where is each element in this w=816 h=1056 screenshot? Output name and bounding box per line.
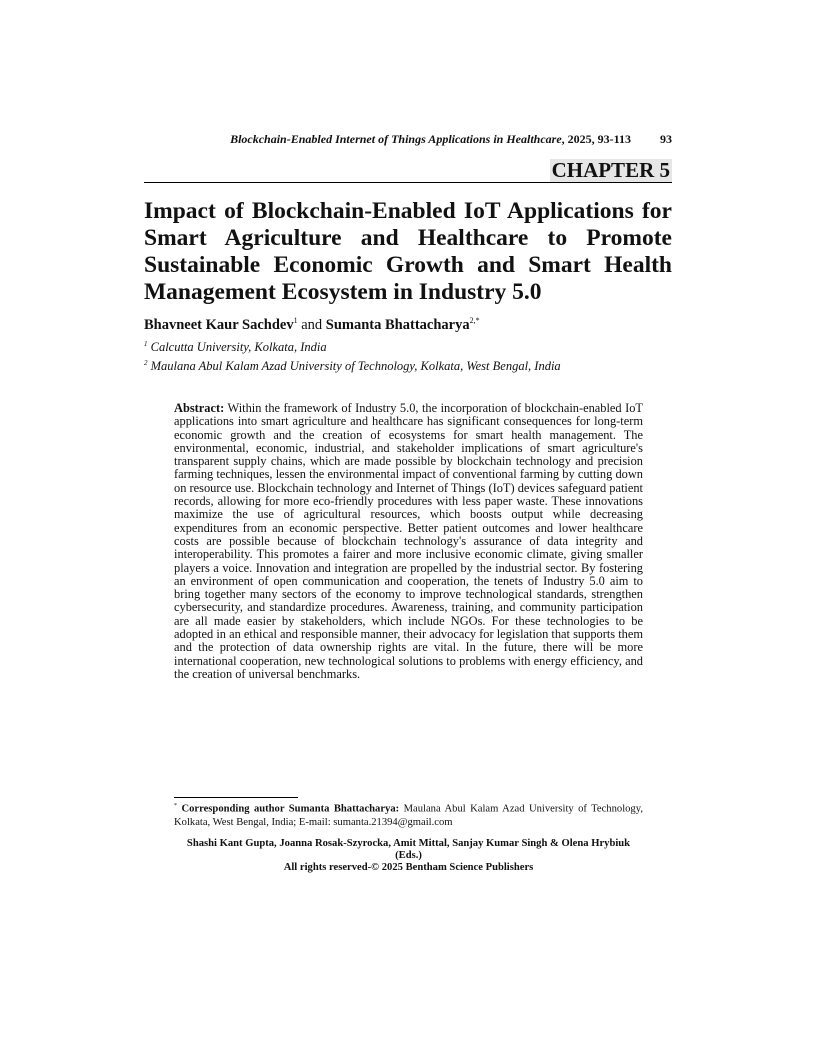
- author-list: [144, 316, 672, 334]
- running-header: [144, 132, 672, 148]
- author-affiliation-mark: 1: [293, 316, 298, 325]
- footnote-mark: *: [174, 803, 177, 809]
- affiliation-mark: 1: [144, 340, 148, 348]
- editors-suffix: (Eds.): [395, 850, 422, 861]
- editors-block: [174, 838, 643, 874]
- copyright-notice: All rights reserved-© 2025 Bentham Science Publishers: [283, 862, 534, 873]
- affiliation: [144, 359, 561, 374]
- chapter-label: CHAPTER 5: [551, 158, 670, 182]
- footnote-label: Corresponding author Sumanta Bhattacharya:: [181, 803, 400, 815]
- footnote-divider: [174, 797, 298, 798]
- journal-year-pages: , 2025, 93-113: [561, 132, 631, 146]
- footnote-text: Maulana Abul Kalam Azad University of Technology, Kolkata, West Bengal, India; E-mail: sumanta.21394@gmail.com: [174, 803, 643, 828]
- affiliation-text: Maulana Abul Kalam Azad University of Technology, Kolkata, West Bengal, India: [150, 359, 561, 374]
- affiliation: [144, 340, 327, 355]
- page-number: 93: [660, 132, 672, 146]
- affiliation-text: Calcutta University, Kolkata, India: [150, 340, 327, 355]
- author-affiliation-mark: 2,*: [469, 316, 480, 325]
- abstract-label: Abstract:: [174, 401, 225, 415]
- paper-title: Impact of Blockchain-Enabled IoT Applications for Smart Agriculture and Healthcare to Promote Sustainable Economic Growth and Smart Health Management Ecosystem in Industry 5.0: [144, 198, 672, 305]
- affiliation-mark: 2: [144, 359, 148, 367]
- header-divider: [144, 182, 672, 183]
- journal-citation: [230, 132, 631, 147]
- editor-names: Shashi Kant Gupta, Joanna Rosak-Szyrocka, Amit Mittal, Sanjay Kumar Singh & Olena Hrybiuk: [186, 838, 631, 849]
- author-name: Sumanta Bhattacharya: [325, 316, 470, 333]
- author-joiner: and: [297, 316, 326, 333]
- abstract-text: Within the framework of Industry 5.0, the incorporation of blockchain-enabled IoT applications into smart agriculture and healthcare has significant consequences for long-term economic growth and the creation of ecosystems for smart health management. The environmental, economic, industrial, and stakeholder implications of smart agriculture's transparent supply chains, which are made possible by blockchain technology and precision farming techniques, lessen the environmental impact of conventional farming by cutting down on resource use. Blockchain technology and Internet of Things (IoT) devices safeguard patient records, allowing for more eco-friendly procedures with less paper waste. These innovations maximize the use of agricultural resources, which boosts output while decreasing expenditures from an economic perspective. Better patient outcomes and lower healthcare costs are possible because of blockchain technology's assurance of data integrity and interoperability. This promotes a fairer and more inclusive economic climate, giving smaller players a voice. Innovation and integration are propelled by the industrial sector. By fostering an environment of open communication and cooperation, the tenets of Industry 5.0 aim to bring together many sectors of the economy to improve technological standards, strengthen cybersecurity, and standardize procedures. Awareness, training, and community participation are all made easier by stakeholders, which include NGOs. For these technologies to be adopted in an ethical and responsible manner, their advocacy for legislation that supports them and the protection of data ownership rights are vital. In the future, there will be more international cooperation, new technological solutions to problems with energy efficiency, and the creation of universal benchmarks.: [174, 401, 643, 681]
- abstract: [174, 402, 643, 681]
- journal-title: Blockchain-Enabled Internet of Things Applications in Healthcare: [230, 132, 562, 146]
- author-name: Bhavneet Kaur Sachdev: [144, 316, 294, 333]
- corresponding-author-footnote: [174, 800, 643, 829]
